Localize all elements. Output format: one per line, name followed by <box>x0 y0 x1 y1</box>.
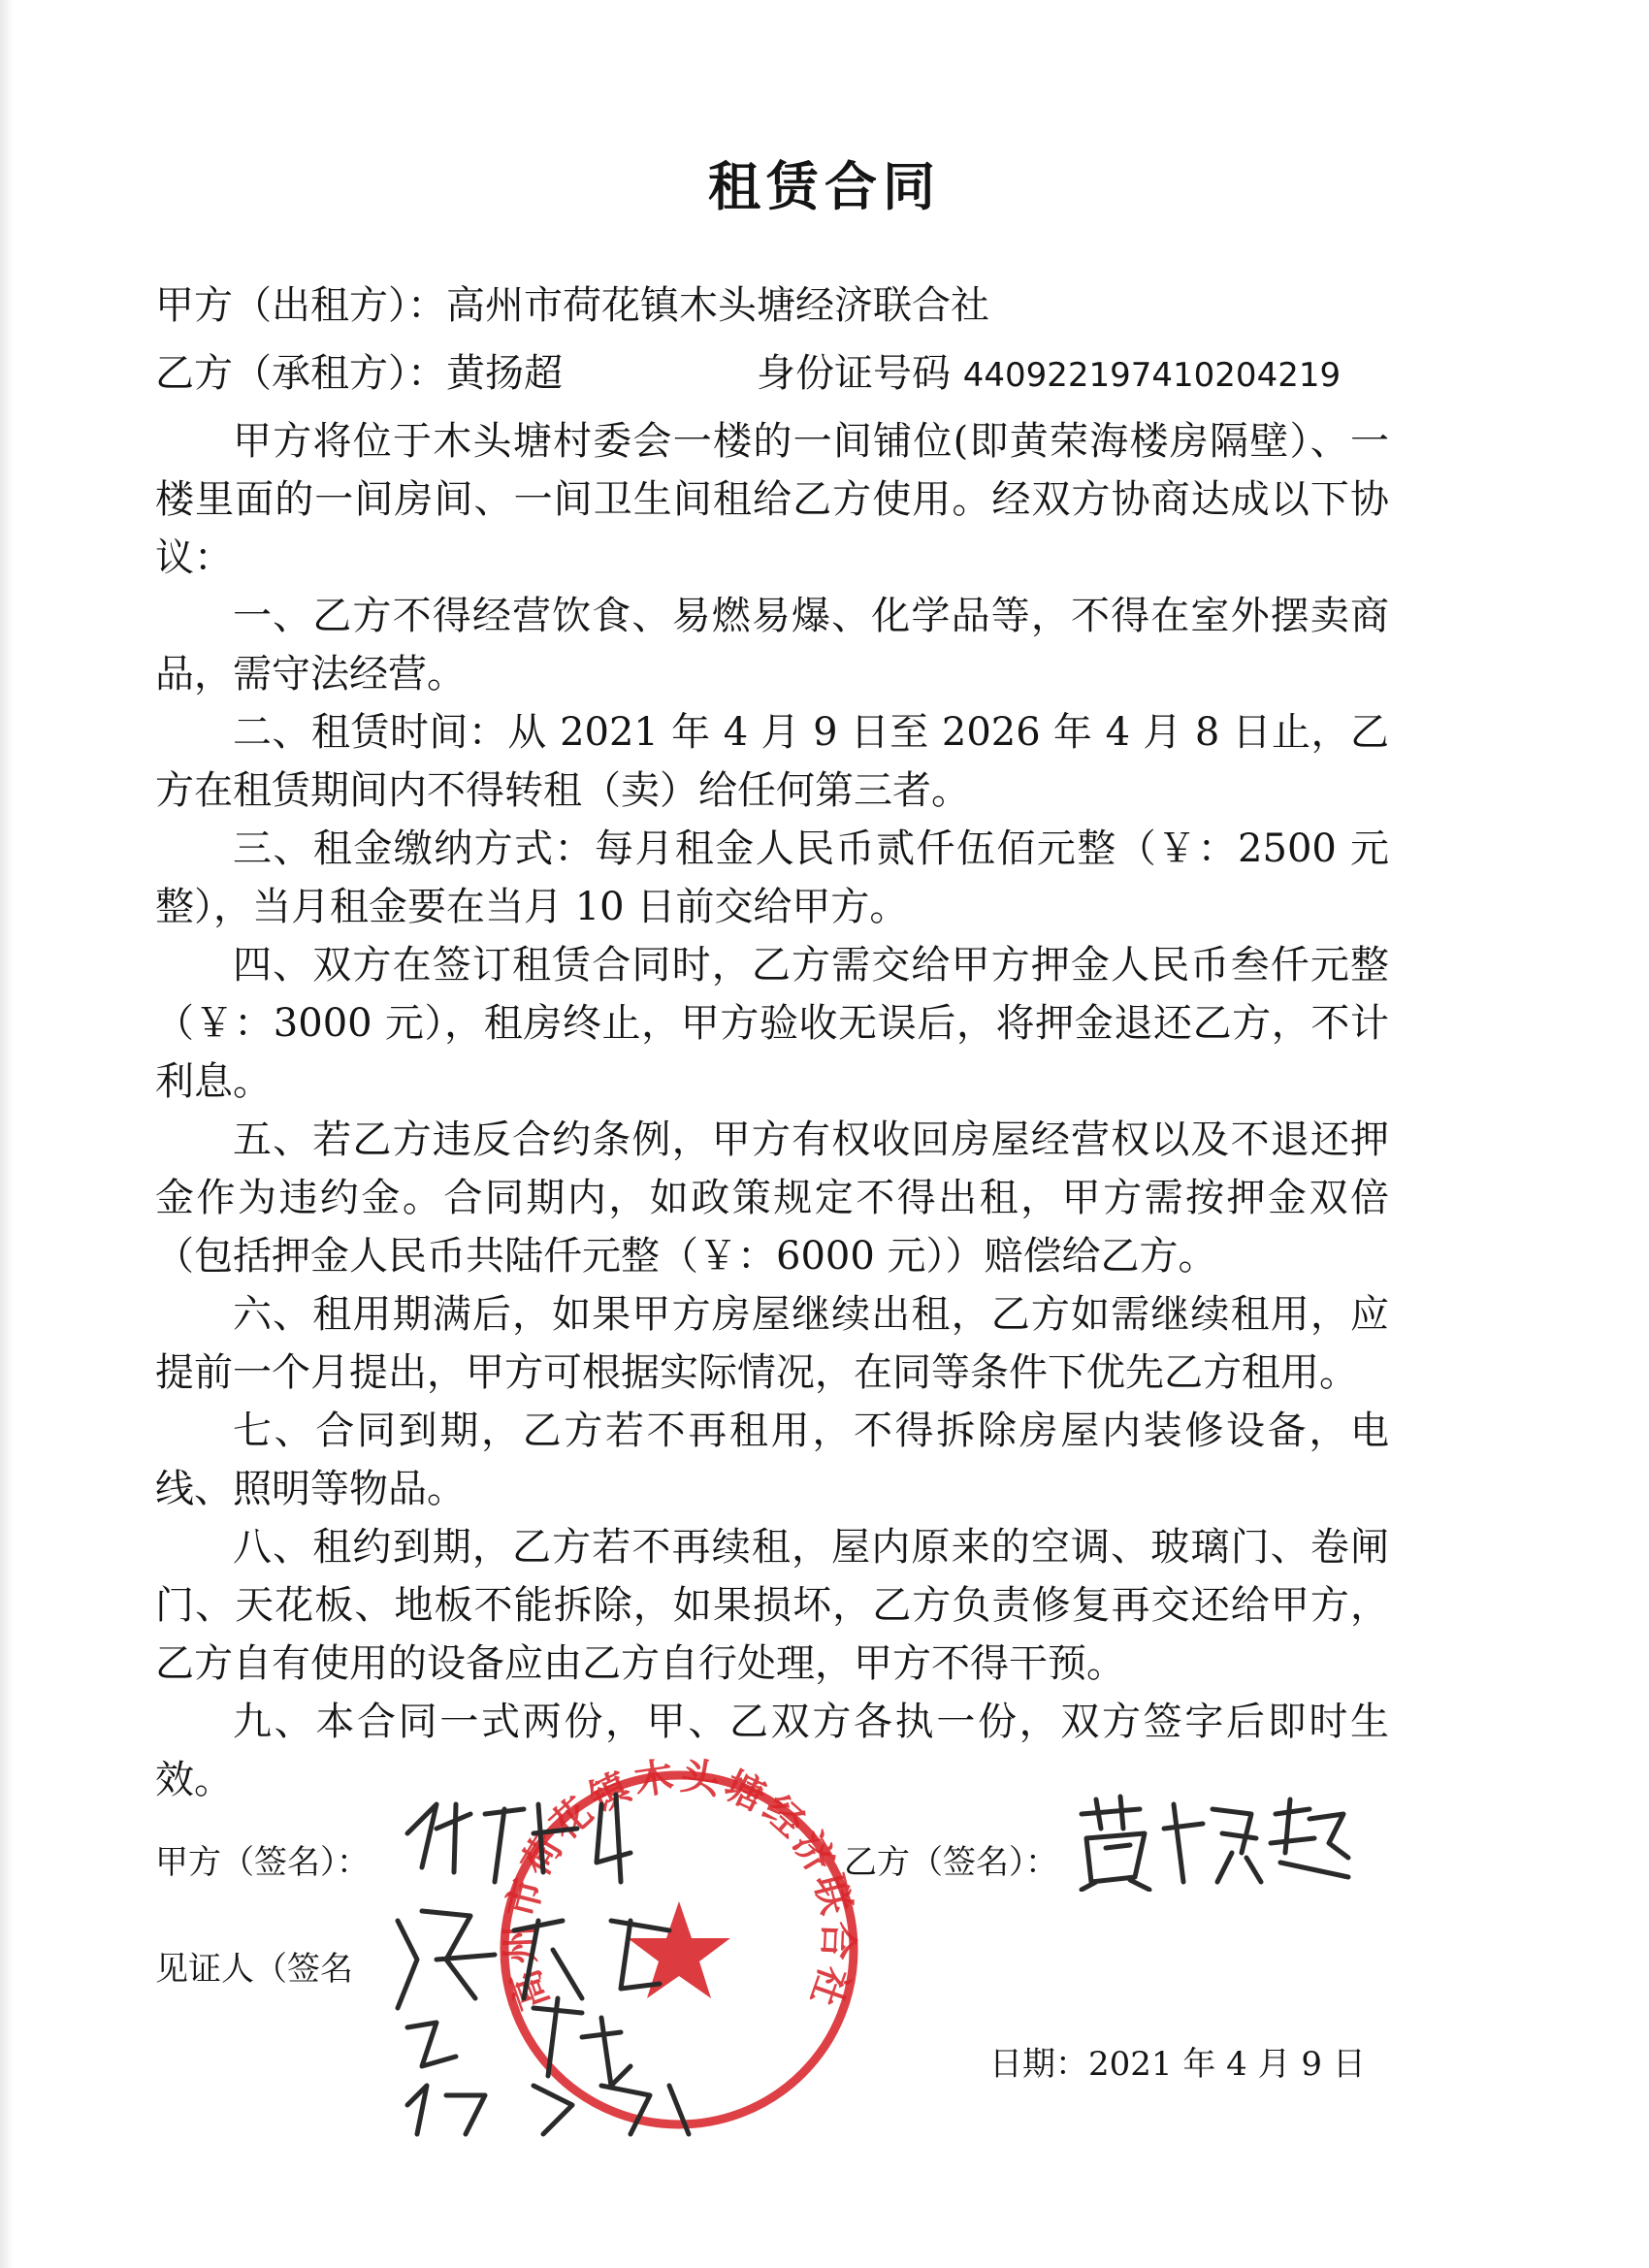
party-b-id <box>757 349 1341 400</box>
party-b-id-label: 身份证号码 <box>757 351 951 396</box>
clause-6: 六、租用期满后，如果甲方房屋继续出租，乙方如需继续租用，应提前一个月提出，甲方可根据实际情况，在同等条件下优先乙方租用。 <box>155 1292 1389 1395</box>
clause-3: 三、租金缴纳方式：每月租金人民币贰仟伍佰元整（￥：2500 元整），当月租金要在当月 10 日前交给甲方。 <box>155 826 1389 929</box>
party-b-id-number: 440922197410204219 <box>962 356 1342 395</box>
clause-8: 八、租约到期，乙方若不再续租，屋内原来的空调、玻璃门、卷闸门、天花板、地板不能拆除，如果损坏，乙方负责修复再交还给甲方，乙方自有使用的设备应由乙方自行处理，甲方不得干预。 <box>155 1525 1389 1686</box>
date-label: 日期： <box>989 2045 1088 2084</box>
clause-7: 七、合同到期，乙方若不再租用，不得拆除房屋内装修设备，电线、照明等物品。 <box>155 1409 1389 1511</box>
date-value: 2021 年 4 月 9 日 <box>1088 2045 1366 2084</box>
party-a-name: 高州市荷花镇木头塘经济联合社 <box>446 283 989 328</box>
party-a-line <box>155 281 1397 330</box>
witness-signature-label: 见证人（签名 <box>155 1950 353 1989</box>
party-a-signature-label: 甲方（签名）： <box>155 1843 370 1882</box>
party-a-label: 甲方（出租方）： <box>155 283 446 328</box>
clause-9: 九、本合同一式两份，甲、乙双方各执一份，双方签字后即时生效。 <box>155 1700 1389 1802</box>
clause-1: 一、乙方不得经营饮食、易燃易爆、化学品等，不得在室外摆卖商品，需守法经营。 <box>155 594 1389 697</box>
scan-edge <box>0 0 14 2268</box>
handwritten-signatures <box>378 1775 960 2144</box>
contract-body <box>155 412 1389 1809</box>
party-b-line <box>155 349 1397 398</box>
contract-intro: 甲方将位于木头塘村委会一楼的一间铺位(即黄荣海楼房隔壁）、一楼里面的一间房间、一间卫生间租给乙方使用。经双方协商达成以下协议： <box>155 419 1389 580</box>
party-b-signature-label: 乙方（签名）： <box>844 1843 1058 1882</box>
clause-4: 四、双方在签订租赁合同时，乙方需交给甲方押金人民币叁仟元整（￥：3000 元），租房终止，甲方验收无误后，将押金退还乙方，不计利息。 <box>155 943 1389 1104</box>
clause-2: 二、租赁时间：从 2021 年 4 月 9 日至 2026 年 4 月 8 日止，乙方在租赁期间内不得转租（卖）给任何第三者。 <box>155 710 1389 813</box>
party-b-signature <box>1067 1785 1358 1892</box>
document-title: 租赁合同 <box>708 156 941 217</box>
seal-text: 高州市荷花镇木头塘经济联合社 <box>498 1756 860 2016</box>
party-b-name: 黄扬超 <box>446 351 563 396</box>
party-b-label: 乙方（承租方）： <box>155 351 446 396</box>
clause-5: 五、若乙方违反合约条例，甲方有权收回房屋经营权以及不退还押金作为违约金。合同期内，如政策规定不得出租，甲方需按押金双倍（包括押金人民币共陆仟元整（￥：6000 元））赔偿给乙方。 <box>155 1118 1389 1279</box>
signing-date <box>989 2045 1366 2084</box>
